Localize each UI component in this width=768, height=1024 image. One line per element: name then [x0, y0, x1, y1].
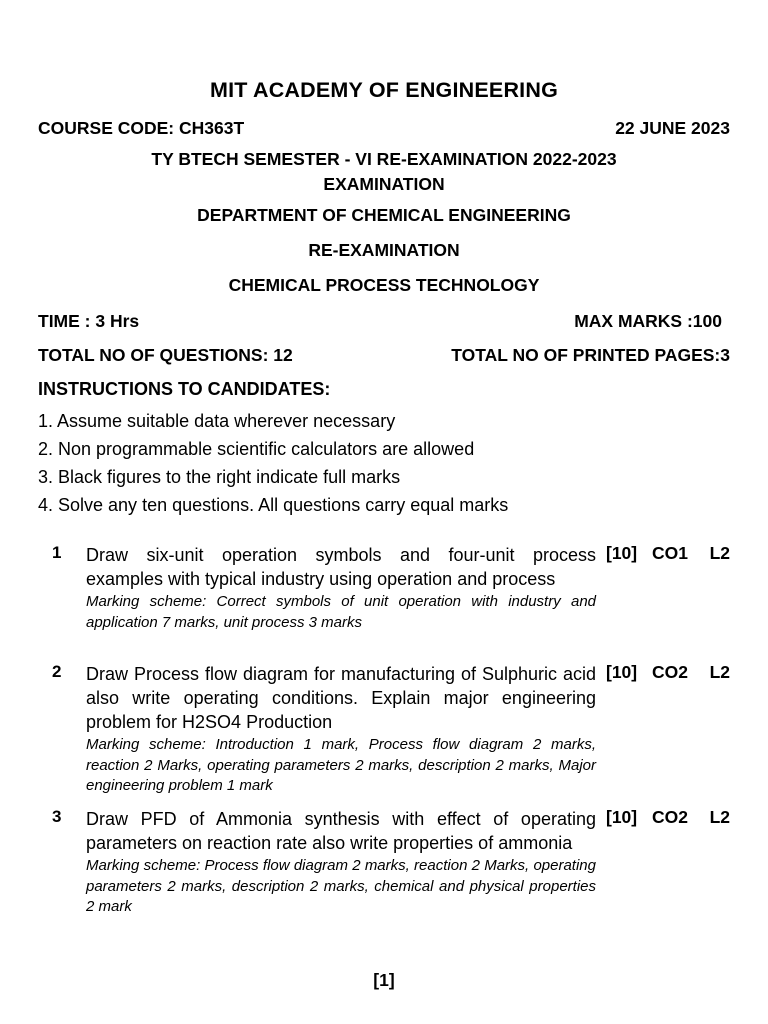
question-marks: [10]	[606, 662, 638, 682]
instruction-item: 4. Solve any ten questions. All questions carry equal marks	[38, 495, 509, 515]
totals-row	[38, 345, 730, 366]
course-date-row	[38, 118, 730, 139]
course-outcome: CO2	[652, 807, 688, 827]
question-marks: [10]	[606, 807, 638, 827]
instructions-heading: INSTRUCTIONS TO CANDIDATES:	[38, 379, 331, 399]
semester-line-1: TY BTECH SEMESTER - VI RE-EXAMINATION 2022-2023	[151, 149, 617, 169]
question-text: Draw six-unit operation symbols and four-unit process examples with typical industry using operation and process	[86, 545, 596, 589]
total-pages: TOTAL NO OF PRINTED PAGES:3	[451, 345, 730, 365]
question-number: 2	[52, 662, 62, 681]
marking-scheme: Marking scheme: Introduction 1 mark, Process flow diagram 2 marks, reaction 2 Marks, operating parameters 2 marks, description 2 marks, Major engineering problem 1 mark	[86, 736, 596, 794]
exam-type-heading: RE-EXAMINATION	[308, 240, 460, 260]
course-code: COURSE CODE: CH363T	[38, 118, 245, 138]
bloom-level: L2	[709, 807, 730, 827]
course-outcome: CO1	[652, 543, 688, 563]
exam-date: 22 JUNE 2023	[615, 118, 730, 138]
question-marks: [10]	[606, 543, 638, 563]
instruction-item: 2. Non programmable scientific calculators are allowed	[38, 439, 475, 459]
max-marks: MAX MARKS :100	[574, 311, 722, 331]
marking-scheme: Marking scheme: Process flow diagram 2 marks, reaction 2 Marks, operating parameters 2 marks, description 2 marks, chemical and physical properties 2 mark	[86, 857, 596, 915]
semester-line-2: EXAMINATION	[323, 174, 445, 194]
question-text: Draw PFD of Ammonia synthesis with effect of operating parameters on reaction rate also write properties of ammonia	[86, 809, 596, 853]
time-marks-row	[38, 311, 730, 332]
question-body	[86, 662, 596, 797]
exam-time: TIME : 3 Hrs	[38, 311, 140, 331]
bloom-level: L2	[709, 662, 730, 682]
total-questions: TOTAL NO OF QUESTIONS: 12	[38, 345, 293, 365]
course-outcome: CO2	[652, 662, 688, 682]
page-number: [1]	[373, 970, 395, 990]
instruction-item: 1. Assume suitable data wherever necessary	[38, 411, 396, 431]
question-body	[86, 807, 596, 918]
question-number: 3	[52, 807, 62, 826]
marking-scheme: Marking scheme: Correct symbols of unit operation with industry and application 7 marks, unit process 3 marks	[86, 593, 596, 631]
question-text: Draw Process flow diagram for manufacturing of Sulphuric acid also write operating conditions. Explain major engineering problem for H2SO4 Production	[86, 664, 596, 732]
question-body	[86, 543, 596, 633]
bloom-level: L2	[709, 543, 730, 563]
question-number: 1	[52, 543, 62, 562]
subject-heading: CHEMICAL PROCESS TECHNOLOGY	[228, 275, 540, 295]
department-heading: DEPARTMENT OF CHEMICAL ENGINEERING	[197, 205, 571, 225]
institution-title: MIT ACADEMY OF ENGINEERING	[209, 78, 559, 102]
instruction-item: 3. Black figures to the right indicate full marks	[38, 467, 401, 487]
